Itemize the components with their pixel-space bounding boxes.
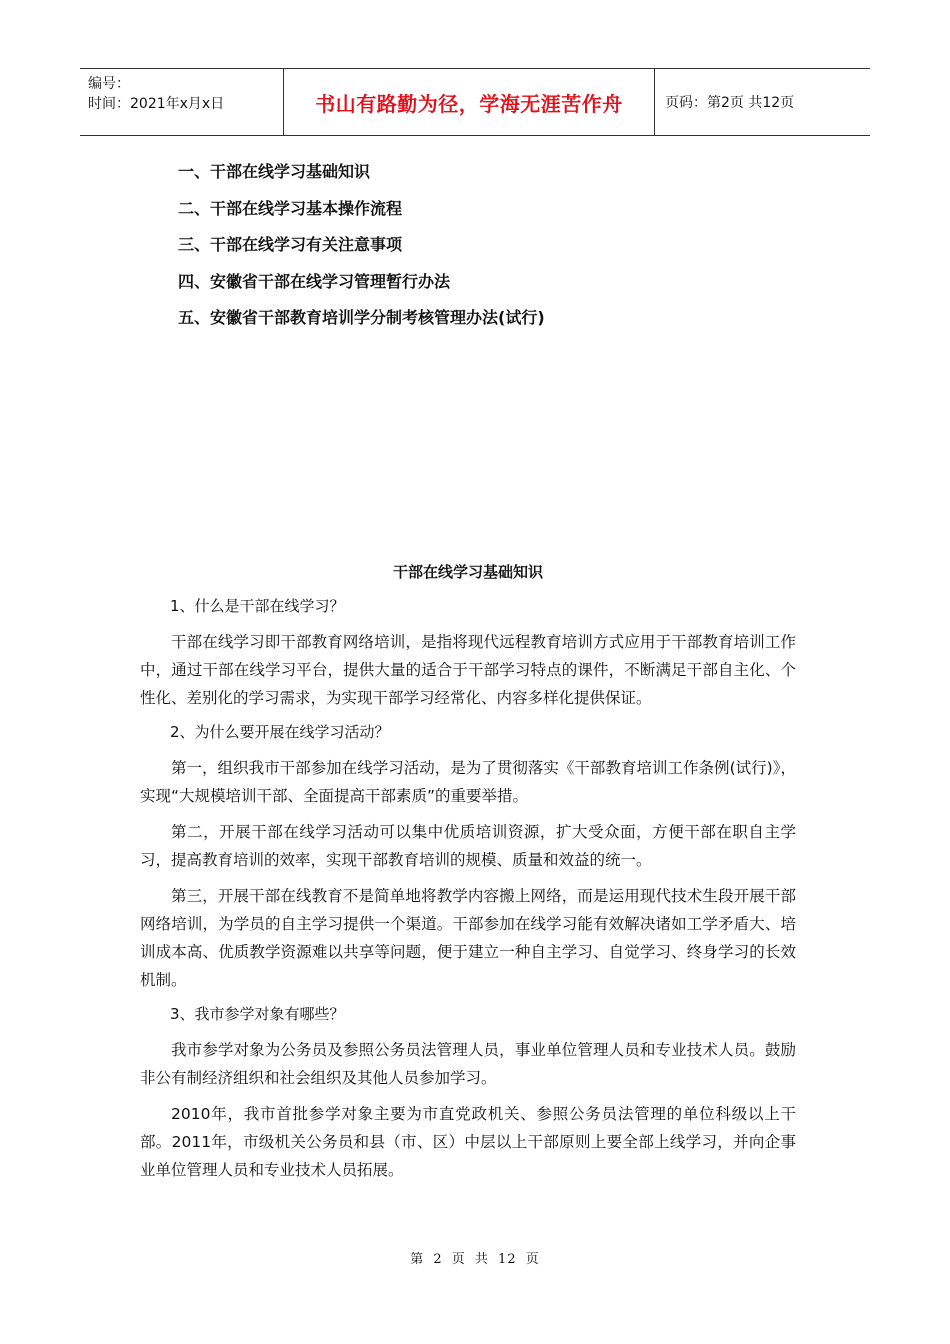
section-title: 干部在线学习基础知识 (392, 563, 543, 581)
paragraph: 我市参学对象为公务员及参照公务员法管理人员，事业单位管理人员和专业技术人员。鼓励非公有制经济组织和社会组织及其他人员参加学习。 (140, 1041, 796, 1087)
question-heading: 3、我市参学对象有哪些？ (170, 1005, 345, 1023)
paragraph: 2010年，我市首批参学对象主要为市直党政机关、参照公务员法管理的单位科级以上干部。2011年，市级机关公务员和县（市、区）中层以上干部原则上要全部上线学习，并向企事业单位管理人员和专业技术人员拓展。 (140, 1105, 796, 1179)
paragraph: 第一，组织我市干部参加在线学习活动，是为了贯彻落实《干部教育培训工作条例(试行)》，实现“大规模培训干部、全面提高干部素质”的重要举措。 (140, 759, 796, 805)
toc-item: 五、安徽省干部教育培训学分制考核管理办法(试行) (178, 308, 545, 327)
header-motto: 书山有路勤为径，学海无涯苦作舟 (283, 69, 655, 135)
main-content (140, 560, 796, 1192)
document-time-label: 时间：2021年x月x日 (88, 96, 225, 112)
paragraph: 干部在线学习即干部教育网络培训，是指将现代远程教育培训方式应用于干部教育培训工作中，通过干部在线学习平台，提供大量的适合于干部学习特点的课件，不断满足干部自主化、个性化、差别化的学习需求，为实现干部学习经常化、内容多样化提供保证。 (140, 633, 796, 707)
table-of-contents (178, 158, 545, 341)
page-footer: 第 2 页 共 12 页 (410, 1252, 540, 1267)
document-number-label: 编号： (88, 76, 130, 92)
paragraph: 第二，开展干部在线学习活动可以集中优质培训资源，扩大受众面，方便干部在职自主学习，提高教育培训的效率，实现干部教育培训的规模、质量和效益的统一。 (140, 823, 796, 869)
header-meta (80, 69, 283, 135)
page-header (80, 68, 870, 136)
question-heading: 1、什么是干部在线学习？ (170, 597, 345, 615)
toc-item: 四、安徽省干部在线学习管理暂行办法 (178, 271, 451, 291)
toc-item: 三、干部在线学习有关注意事项 (178, 235, 403, 254)
question-heading: 2、为什么要开展在线学习活动？ (170, 723, 390, 741)
toc-item: 二、干部在线学习基本操作流程 (178, 198, 403, 218)
header-page-info: 页码：第2页 共12页 (665, 95, 795, 111)
toc-item: 一、干部在线学习基础知识 (178, 162, 371, 181)
paragraph: 第三，开展干部在线教育不是简单地将教学内容搬上网络，而是运用现代技术生段开展干部网络培训，为学员的自主学习提供一个渠道。干部参加在线学习能有效解决诸如工学矛盾大、培训成本高、优质教学资源难以共享等问题，便于建立一种自主学习、自觉学习、终身学习的长效机制。 (140, 887, 796, 989)
